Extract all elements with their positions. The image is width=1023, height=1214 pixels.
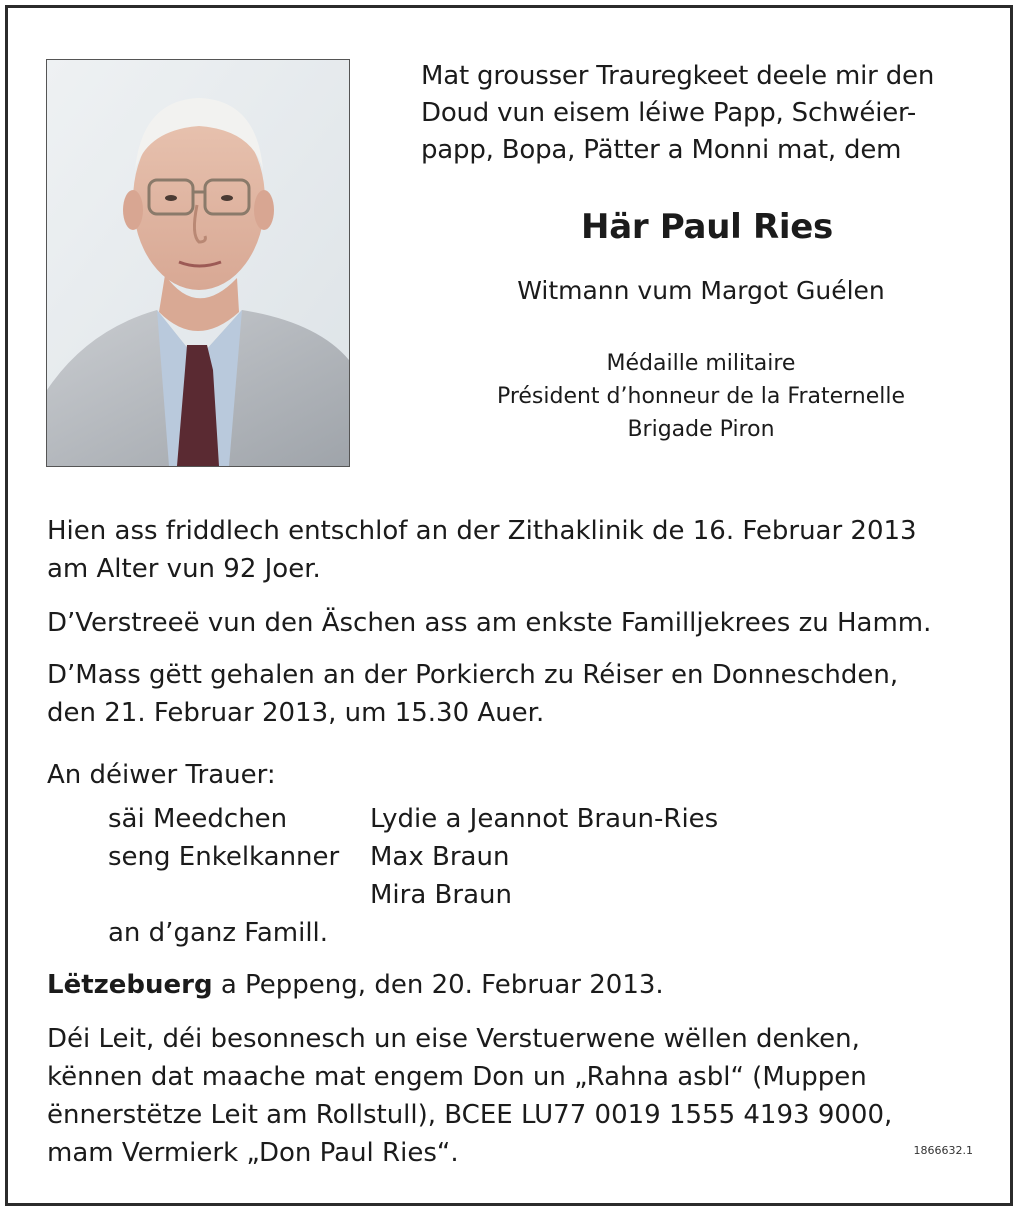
- portrait-photo: [46, 59, 350, 467]
- mourner-names: Lydie a Jeannot Braun-Ries: [370, 804, 719, 834]
- honor-item: Médaille militaire: [606, 351, 796, 376]
- honors-list: [421, 347, 981, 446]
- donation-line: Déi Leit, déi besonnesch un eise Verstuerwene wëllen denken,: [47, 1024, 860, 1054]
- mourner-row: [108, 876, 718, 914]
- place-name: Lëtzebuerg: [47, 970, 213, 1000]
- donation-paragraph: [47, 1020, 977, 1172]
- deceased-name: Här Paul Ries: [581, 207, 833, 247]
- mourner-relation: säi Meedchen: [108, 804, 288, 834]
- donation-line: ënnerstëtze Leit am Rollstull), BCEE LU77 0019 1555 4193 9000,: [47, 1100, 893, 1130]
- death-line: am Alter vun 92 Joer.: [47, 554, 321, 584]
- honor-item: Président d’honneur de la Fraternelle: [496, 384, 906, 409]
- mourner-names: Mira Braun: [370, 880, 512, 910]
- place-date: [47, 966, 664, 1004]
- donation-line: kënnen dat maache mat engem Don un „Rahna asbl“ (Muppen: [47, 1062, 867, 1092]
- mass-line: D’Mass gëtt gehalen an der Porkierch zu Réiser en Donneschden,: [47, 660, 899, 690]
- mourner-row: [108, 838, 718, 876]
- ashes-paragraph: [47, 604, 977, 642]
- mourner-relation: seng Enkelkanner: [108, 842, 340, 872]
- mourner-row: [108, 800, 718, 838]
- honor-item: Brigade Piron: [627, 417, 775, 442]
- ashes-line: D’Verstreeë vun den Äschen ass am enkste Familljekrees zu Hamm.: [47, 608, 932, 638]
- mourning-intro-line: An déiwer Trauer:: [47, 760, 276, 790]
- mourner-relation: an d’ganz Famill.: [108, 918, 329, 948]
- intro-line: papp, Bopa, Pätter a Monni mat, dem: [421, 135, 902, 165]
- mourner-row: [108, 914, 718, 952]
- reference-number: 1866632.1: [913, 1144, 973, 1157]
- place-date-rest: a Peppeng, den 20. Februar 2013.: [212, 970, 664, 1000]
- donation-line: mam Vermierk „Don Paul Ries“.: [47, 1138, 459, 1168]
- mourner-relation: [108, 876, 370, 914]
- mourner-names: Max Braun: [370, 842, 510, 872]
- intro-text: [421, 58, 981, 169]
- mourners-list: [108, 800, 718, 952]
- death-line: Hien ass friddlech entschlof an der Zithaklinik de 16. Februar 2013: [47, 516, 917, 546]
- mass-line: den 21. Februar 2013, um 15.30 Auer.: [47, 698, 545, 728]
- mourning-intro: [47, 756, 977, 794]
- portrait-illustration: [47, 60, 349, 466]
- mass-paragraph: [47, 656, 977, 732]
- intro-line: Mat grousser Trauregkeet deele mir den: [421, 61, 935, 91]
- death-paragraph: [47, 512, 977, 588]
- intro-line: Doud vun eisem léiwe Papp, Schwéier-: [421, 98, 917, 128]
- widower-line: Witmann vum Margot Guélen: [517, 276, 885, 305]
